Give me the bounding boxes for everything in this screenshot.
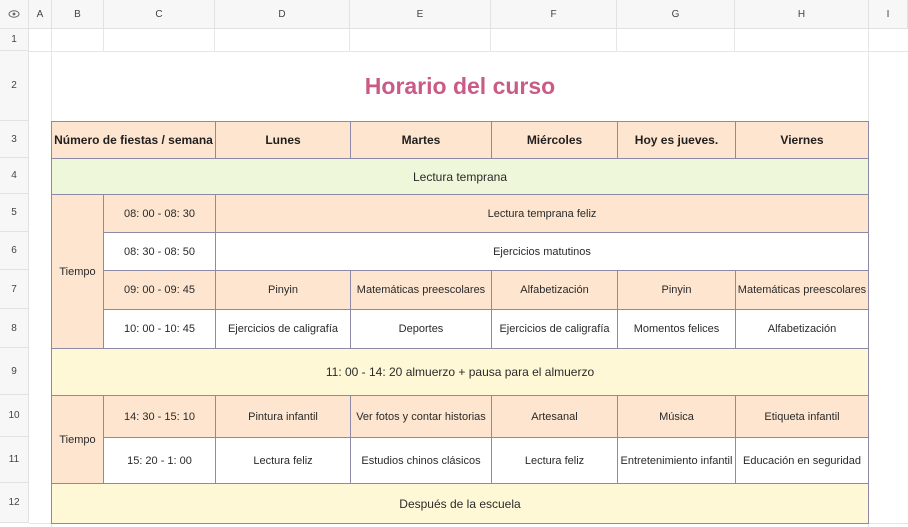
column-header-c[interactable]: C bbox=[104, 0, 215, 29]
gridline bbox=[734, 29, 735, 51]
header-day-tuesday[interactable]: Martes bbox=[350, 121, 492, 159]
header-day-thursday[interactable]: Hoy es jueves. bbox=[617, 121, 736, 159]
select-all-corner[interactable] bbox=[0, 0, 29, 29]
activity-cell[interactable]: Matemáticas preescolares bbox=[350, 270, 492, 310]
time-cell[interactable]: 10: 00 - 10: 45 bbox=[103, 309, 216, 349]
row-header-5[interactable]: 5 bbox=[0, 194, 29, 232]
time-cell[interactable]: 08: 30 - 08: 50 bbox=[103, 232, 216, 271]
activity-cell[interactable]: Artesanal bbox=[491, 395, 618, 438]
merged-activity-cell[interactable]: Ejercicios matutinos bbox=[215, 232, 869, 271]
activity-cell[interactable]: Pinyin bbox=[617, 270, 736, 310]
time-cell[interactable]: 15: 20 - 1: 00 bbox=[103, 437, 216, 484]
activity-cell[interactable]: Entretenimiento infantil bbox=[617, 437, 736, 484]
row-header-8[interactable]: 8 bbox=[0, 309, 29, 348]
gridline bbox=[214, 29, 215, 51]
activity-cell[interactable]: Lectura feliz bbox=[491, 437, 618, 484]
row-header-12[interactable]: 12 bbox=[0, 483, 29, 523]
time-cell[interactable]: 09: 00 - 09: 45 bbox=[103, 270, 216, 310]
row-header-9[interactable]: 9 bbox=[0, 348, 29, 395]
group-label-time[interactable]: Tiempo bbox=[51, 194, 104, 349]
time-cell[interactable]: 14: 30 - 15: 10 bbox=[103, 395, 216, 438]
activity-cell[interactable]: Ver fotos y contar historias bbox=[350, 395, 492, 438]
row-header-6[interactable]: 6 bbox=[0, 232, 29, 270]
merged-activity-cell[interactable]: Lectura temprana feliz bbox=[215, 194, 869, 233]
schedule-title[interactable]: Horario del curso bbox=[364, 72, 556, 99]
column-header-e[interactable]: E bbox=[350, 0, 491, 29]
column-header-f[interactable]: F bbox=[491, 0, 617, 29]
activity-cell[interactable]: Lectura feliz bbox=[215, 437, 351, 484]
column-header-g[interactable]: G bbox=[617, 0, 735, 29]
lunch-break-row[interactable]: 11: 00 - 14: 20 almuerzo + pausa para el almuerzo bbox=[51, 348, 869, 396]
row-header-3[interactable]: 3 bbox=[0, 121, 29, 158]
activity-cell[interactable]: Alfabetización bbox=[491, 270, 618, 310]
time-cell[interactable]: 08: 00 - 08: 30 bbox=[103, 194, 216, 233]
column-header-d[interactable]: D bbox=[215, 0, 350, 29]
activity-cell[interactable]: Etiqueta infantil bbox=[735, 395, 869, 438]
activity-cell[interactable]: Estudios chinos clásicos bbox=[350, 437, 492, 484]
section-early-reading[interactable]: Lectura temprana bbox=[51, 158, 869, 195]
column-header-i[interactable]: I bbox=[869, 0, 908, 29]
header-day-friday[interactable]: Viernes bbox=[735, 121, 869, 159]
gridline bbox=[616, 29, 617, 51]
header-day-wednesday[interactable]: Miércoles bbox=[491, 121, 618, 159]
group-label-time[interactable]: Tiempo bbox=[51, 395, 104, 484]
row-header-2[interactable]: 2 bbox=[0, 51, 29, 121]
row-header-1[interactable]: 1 bbox=[0, 29, 29, 51]
row-header-10[interactable]: 10 bbox=[0, 395, 29, 437]
column-header-b[interactable]: B bbox=[52, 0, 104, 29]
activity-cell[interactable]: Música bbox=[617, 395, 736, 438]
column-header-a[interactable]: A bbox=[29, 0, 52, 29]
row-header-11[interactable]: 11 bbox=[0, 437, 29, 483]
activity-cell[interactable]: Deportes bbox=[350, 309, 492, 349]
row-header-7[interactable]: 7 bbox=[0, 270, 29, 309]
header-day-monday[interactable]: Lunes bbox=[215, 121, 351, 159]
eye-icon bbox=[8, 8, 20, 20]
gridline bbox=[490, 29, 491, 51]
after-school-row[interactable]: Después de la escuela bbox=[51, 483, 869, 524]
header-cell-label[interactable]: Número de fiestas / semana bbox=[51, 121, 216, 159]
gridline bbox=[349, 29, 350, 51]
activity-cell[interactable]: Momentos felices bbox=[617, 309, 736, 349]
gridline bbox=[103, 29, 104, 51]
activity-cell[interactable]: Pinyin bbox=[215, 270, 351, 310]
activity-cell[interactable]: Ejercicios de caligrafía bbox=[491, 309, 618, 349]
row-header-4[interactable]: 4 bbox=[0, 158, 29, 194]
column-header-h[interactable]: H bbox=[735, 0, 869, 29]
activity-cell[interactable]: Ejercicios de caligrafía bbox=[215, 309, 351, 349]
activity-cell[interactable]: Pintura infantil bbox=[215, 395, 351, 438]
activity-cell[interactable]: Alfabetización bbox=[735, 309, 869, 349]
activity-cell[interactable]: Matemáticas preescolares bbox=[735, 270, 869, 310]
activity-cell[interactable]: Educación en seguridad bbox=[735, 437, 869, 484]
